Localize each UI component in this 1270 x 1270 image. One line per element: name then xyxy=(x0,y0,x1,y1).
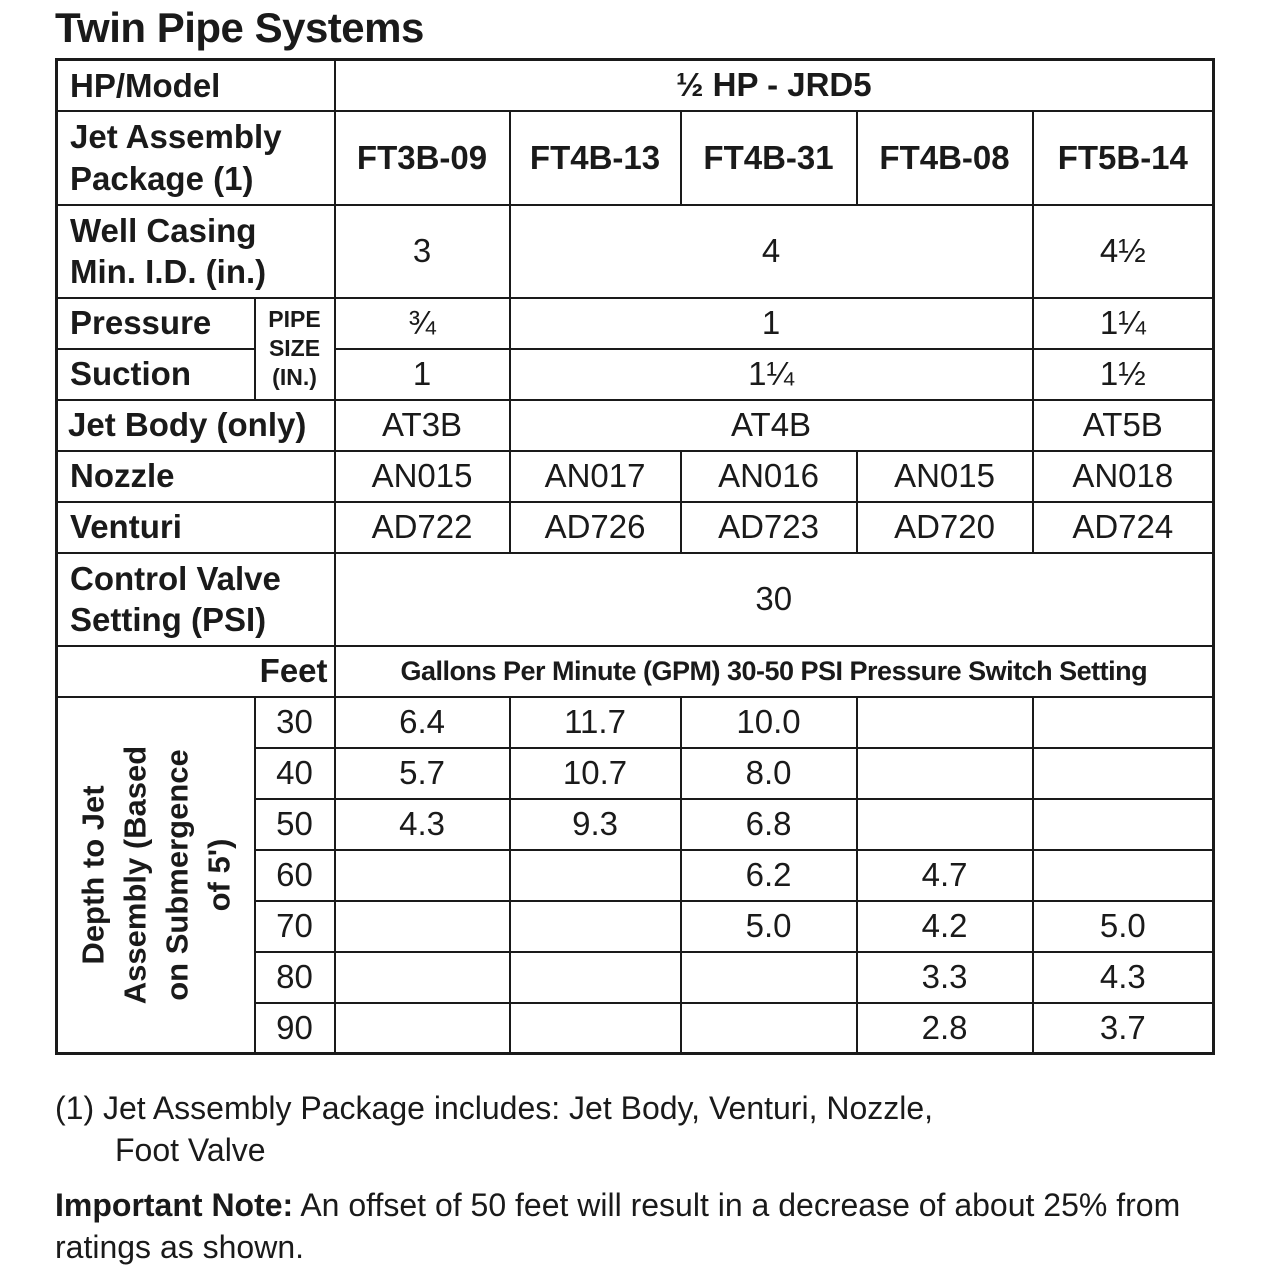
important-note xyxy=(55,1185,1235,1268)
pressure-cell: 1¼ xyxy=(1033,298,1214,349)
gpm-cell: 6.8 xyxy=(681,799,857,850)
gpm-cell: 6.2 xyxy=(681,850,857,901)
jet-assembly-cell: FT4B-13 xyxy=(510,111,681,205)
footnote-line: Foot Valve xyxy=(115,1131,266,1168)
depth-feet-cell: 30 xyxy=(255,697,335,748)
gpm-cell: 2.8 xyxy=(857,1003,1033,1054)
well-casing-row xyxy=(57,205,1214,298)
suction-cell: 1 xyxy=(335,349,510,400)
gpm-cell: 4.3 xyxy=(1033,952,1214,1003)
jet-assembly-cell: FT5B-14 xyxy=(1033,111,1214,205)
depth-feet-cell: 40 xyxy=(255,748,335,799)
pressure-label: Pressure xyxy=(57,298,255,349)
well-casing-cell: 3 xyxy=(335,205,510,298)
well-casing-cell: 4 xyxy=(510,205,1033,298)
suction-cell: 1¼ xyxy=(510,349,1033,400)
gpm-cell: 10.7 xyxy=(510,748,681,799)
nozzle-cell: AN017 xyxy=(510,451,681,502)
depth-feet-cell: 50 xyxy=(255,799,335,850)
nozzle-cell: AN015 xyxy=(857,451,1033,502)
well-casing-label: Well Casing Min. I.D. (in.) xyxy=(57,205,335,298)
gpm-cell xyxy=(335,850,510,901)
gpm-cell xyxy=(681,952,857,1003)
jet-body-row xyxy=(57,400,1214,451)
gpm-cell xyxy=(510,952,681,1003)
gpm-cell: 9.3 xyxy=(510,799,681,850)
well-casing-cell: 4½ xyxy=(1033,205,1214,298)
gpm-cell: 4.7 xyxy=(857,850,1033,901)
gpm-cell xyxy=(510,1003,681,1054)
gpm-cell xyxy=(1033,799,1214,850)
jet-assembly-cell: FT4B-31 xyxy=(681,111,857,205)
control-valve-row xyxy=(57,553,1214,646)
depth-label-line: on Submergence xyxy=(158,749,194,1001)
depth-label-line: of 5') xyxy=(200,838,236,912)
nozzle-cell: AN015 xyxy=(335,451,510,502)
note-label: Important Note: xyxy=(55,1187,294,1223)
jet-assembly-label: Jet Assembly Package (1) xyxy=(57,111,335,205)
suction-cell: 1½ xyxy=(1033,349,1214,400)
gpm-cell: 4.3 xyxy=(335,799,510,850)
gpm-cell: 4.2 xyxy=(857,901,1033,952)
pressure-row xyxy=(57,298,1214,349)
gpm-cell: 3.7 xyxy=(1033,1003,1214,1054)
control-valve-label: Control Valve Setting (PSI) xyxy=(57,553,335,646)
jet-body-cell: AT3B xyxy=(335,400,510,451)
note-text: An offset of 50 feet will result in a decrease of about 25% from ratings as shown. xyxy=(55,1187,1181,1265)
gpm-cell xyxy=(335,952,510,1003)
gpm-cell xyxy=(510,901,681,952)
gpm-header: Gallons Per Minute (GPM) 30-50 PSI Pressure Switch Setting xyxy=(335,646,1214,697)
depth-feet-cell: 90 xyxy=(255,1003,335,1054)
gpm-cell: 5.7 xyxy=(335,748,510,799)
jet-assembly-cell: FT3B-09 xyxy=(335,111,510,205)
pump-spec-table xyxy=(55,58,1215,1055)
jet-assembly-cell: FT4B-08 xyxy=(857,111,1033,205)
gpm-cell xyxy=(857,697,1033,748)
jet-body-label: Jet Body (only) xyxy=(57,400,335,451)
nozzle-label: Nozzle xyxy=(57,451,335,502)
feet-header-row xyxy=(57,646,1214,697)
gpm-cell: 5.0 xyxy=(681,901,857,952)
gpm-cell xyxy=(1033,748,1214,799)
jet-assembly-row xyxy=(57,111,1214,205)
venturi-cell: AD724 xyxy=(1033,502,1214,553)
pipe-size-label: PIPE SIZE (IN.) xyxy=(255,298,335,400)
gpm-cell xyxy=(857,799,1033,850)
gpm-cell: 10.0 xyxy=(681,697,857,748)
nozzle-cell: AN016 xyxy=(681,451,857,502)
depth-feet-cell: 70 xyxy=(255,901,335,952)
gpm-cell xyxy=(857,748,1033,799)
venturi-cell: AD723 xyxy=(681,502,857,553)
gpm-cell xyxy=(335,1003,510,1054)
gpm-cell xyxy=(335,901,510,952)
venturi-cell: AD720 xyxy=(857,502,1033,553)
jet-body-cell: AT5B xyxy=(1033,400,1214,451)
control-valve-value: 30 xyxy=(335,553,1214,646)
gpm-cell: 6.4 xyxy=(335,697,510,748)
pressure-cell: ¾ xyxy=(335,298,510,349)
hp-model-label: HP/Model xyxy=(57,60,335,111)
hp-model-row xyxy=(57,60,1214,111)
depth-feet-cell: 60 xyxy=(255,850,335,901)
depth-label xyxy=(57,697,255,1054)
suction-label: Suction xyxy=(57,349,255,400)
suction-row xyxy=(57,349,1214,400)
pressure-cell: 1 xyxy=(510,298,1033,349)
venturi-label: Venturi xyxy=(57,502,335,553)
gpm-cell: 5.0 xyxy=(1033,901,1214,952)
footnote-line: (1) Jet Assembly Package includes: Jet Body, Venturi, Nozzle, xyxy=(55,1090,934,1126)
gpm-cell xyxy=(510,850,681,901)
nozzle-row xyxy=(57,451,1214,502)
depth-label-line: Depth to Jet xyxy=(75,785,111,965)
gpm-cell: 8.0 xyxy=(681,748,857,799)
gpm-cell xyxy=(1033,697,1214,748)
gpm-cell xyxy=(1033,850,1214,901)
jet-body-cell: AT4B xyxy=(510,400,1033,451)
gpm-cell: 3.3 xyxy=(857,952,1033,1003)
hp-model-value: ½ HP - JRD5 xyxy=(335,60,1214,111)
depth-row xyxy=(57,697,1214,748)
footnote xyxy=(55,1088,933,1171)
gpm-cell: 11.7 xyxy=(510,697,681,748)
nozzle-cell: AN018 xyxy=(1033,451,1214,502)
feet-header: Feet xyxy=(57,646,335,697)
venturi-cell: AD722 xyxy=(335,502,510,553)
page-title: Twin Pipe Systems xyxy=(55,4,424,51)
depth-label-line: Assembly (Based xyxy=(116,745,152,1004)
venturi-cell: AD726 xyxy=(510,502,681,553)
depth-rows xyxy=(57,697,1214,1054)
gpm-cell xyxy=(681,1003,857,1054)
venturi-row xyxy=(57,502,1214,553)
depth-feet-cell: 80 xyxy=(255,952,335,1003)
